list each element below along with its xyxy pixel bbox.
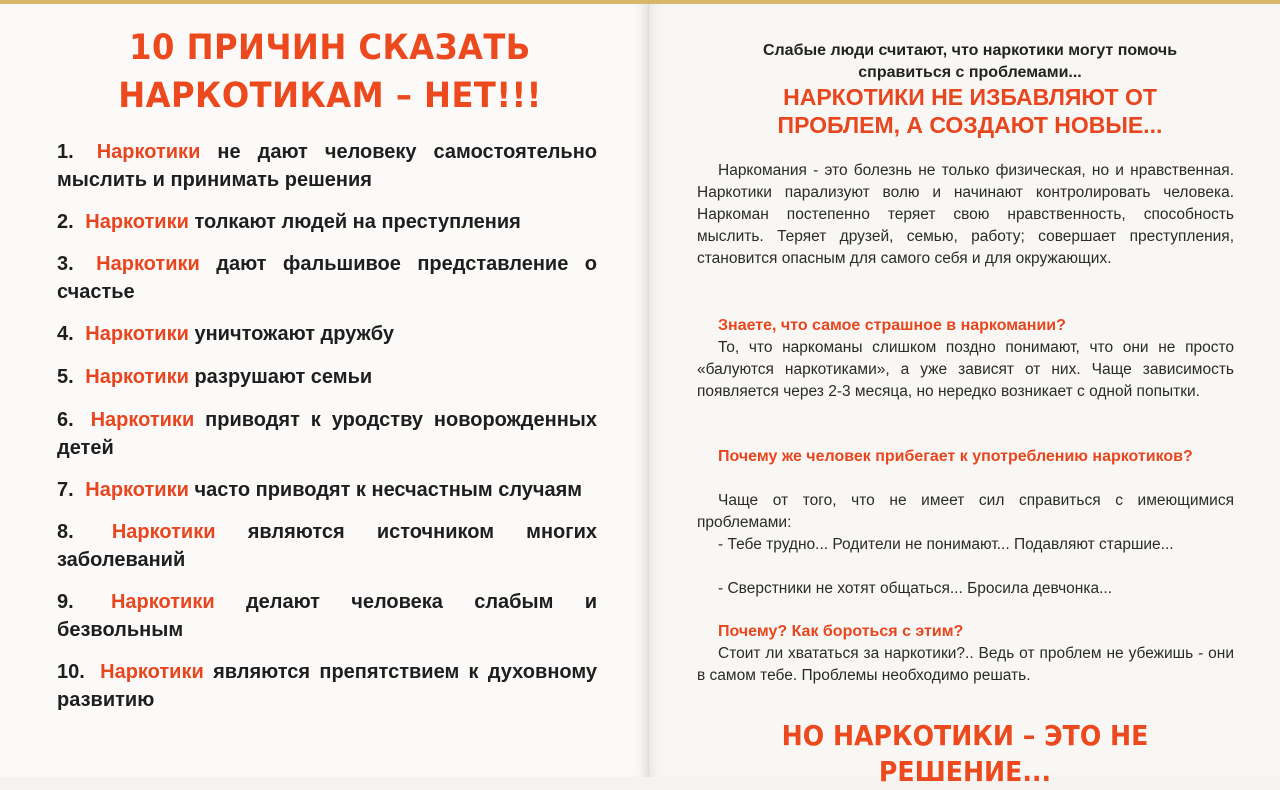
reason-keyword: Наркотики xyxy=(85,366,189,388)
bullet-peers: - Сверстники не хотят общаться... Бросила девчонка... xyxy=(718,580,1113,597)
answer-why: Чаще от того, что не имеет сил справиться с имеющимися проблемами: xyxy=(697,492,1234,531)
reason-text: являются препятствием к духовному развитию xyxy=(57,661,597,711)
reason-number: 6. xyxy=(57,409,74,431)
intro-line-1: Слабые люди считают, что наркотики могут помочь xyxy=(762,42,1178,59)
main-title-line-2: НАРКОТИКАМ – НЕТ!!! xyxy=(118,76,542,116)
reason-keyword: Наркотики xyxy=(110,591,215,613)
reason-number: 2. xyxy=(57,211,74,233)
reason-item xyxy=(57,138,597,194)
reason-item xyxy=(57,476,597,504)
intro-line-2: справиться с проблемами... xyxy=(858,64,1082,81)
reason-item xyxy=(57,406,597,462)
reason-number: 8. xyxy=(57,521,74,543)
reason-item xyxy=(57,320,597,348)
final-slogan: НО НАРКОТИКИ – ЭТО НЕ РЕШЕНИЕ... xyxy=(781,719,1149,788)
reason-text: приводят к уродству новорожденных детей xyxy=(57,409,597,459)
reason-text: делают человека слабым и безвольным xyxy=(57,591,597,641)
reason-text: толкают людей на преступления xyxy=(194,211,521,233)
question-worst: Знаете, что самое страшное в наркомании? xyxy=(718,317,1066,334)
headline-line-2: ПРОБЛЕМ, А СОЗДАЮТ НОВЫЕ... xyxy=(777,112,1163,138)
main-title-line-1: 10 ПРИЧИН СКАЗАТЬ xyxy=(129,28,531,68)
reason-item xyxy=(57,588,597,644)
reasons-list xyxy=(57,138,597,714)
answer-worst: То, что наркоманы слишком поздно понимают, что они не просто «балуются наркотиками», а уже зависят от них. Чаще зависимость появляется через 2-3 месяца, но нередко возникает с одной попытки. xyxy=(697,339,1234,400)
question-why: Почему же человек прибегает к употреблению наркотиков? xyxy=(718,448,1193,465)
reason-text: уничтожают дружбу xyxy=(194,323,394,345)
reason-number: 4. xyxy=(57,323,74,345)
reason-keyword: Наркотики xyxy=(90,409,195,431)
reason-keyword: Наркотики xyxy=(111,521,216,543)
reason-keyword: Наркотики xyxy=(85,323,189,345)
reason-number: 9. xyxy=(57,591,74,613)
reason-number: 3. xyxy=(57,253,74,275)
reason-number: 7. xyxy=(57,479,74,501)
reason-number: 5. xyxy=(57,366,74,388)
reason-number: 10. xyxy=(57,661,85,683)
reason-keyword: Наркотики xyxy=(96,141,201,163)
reason-item xyxy=(57,250,597,306)
reason-text: часто приводят к несчастным случаям xyxy=(194,479,583,501)
reason-keyword: Наркотики xyxy=(85,211,189,233)
headline-line-1: НАРКОТИКИ НЕ ИЗБАВЛЯЮТ ОТ xyxy=(783,84,1157,110)
reason-text: не дают человеку самостоятельно мыслить и принимать решения xyxy=(57,141,598,191)
reason-item xyxy=(57,208,597,236)
reason-keyword: Наркотики xyxy=(100,661,204,683)
bullet-parents: - Тебе трудно... Родители не понимают... Подавляют старшие... xyxy=(718,536,1174,553)
reason-text: разрушают семьи xyxy=(194,366,373,388)
reason-keyword: Наркотики xyxy=(96,253,200,275)
reason-item xyxy=(57,363,597,391)
answer-how-to-fight: Стоит ли хвататься за наркотики?.. Ведь от проблем не убежишь - они в самом тебе. Проблемы необходимо решать. xyxy=(697,645,1234,684)
reason-number: 1. xyxy=(57,141,74,163)
reason-item xyxy=(57,658,597,714)
paragraph-addiction: Наркомания - это болезнь не только физическая, но и нравственная. Наркотики парализуют волю и начинают контролировать человека. Наркоман постепенно теряет свою нравственность, способность мыслить. Теряет друзей, семью, работу; совершает преступления, становится опасным для самого себя и для окружающих. xyxy=(697,162,1234,267)
reason-item xyxy=(57,518,597,574)
question-how-to-fight: Почему? Как бороться с этим? xyxy=(718,623,964,640)
reason-keyword: Наркотики xyxy=(85,479,189,501)
reason-text: дают фальшивое представление о счастье xyxy=(57,253,598,303)
reason-text: являются источником многих заболеваний xyxy=(57,521,597,571)
